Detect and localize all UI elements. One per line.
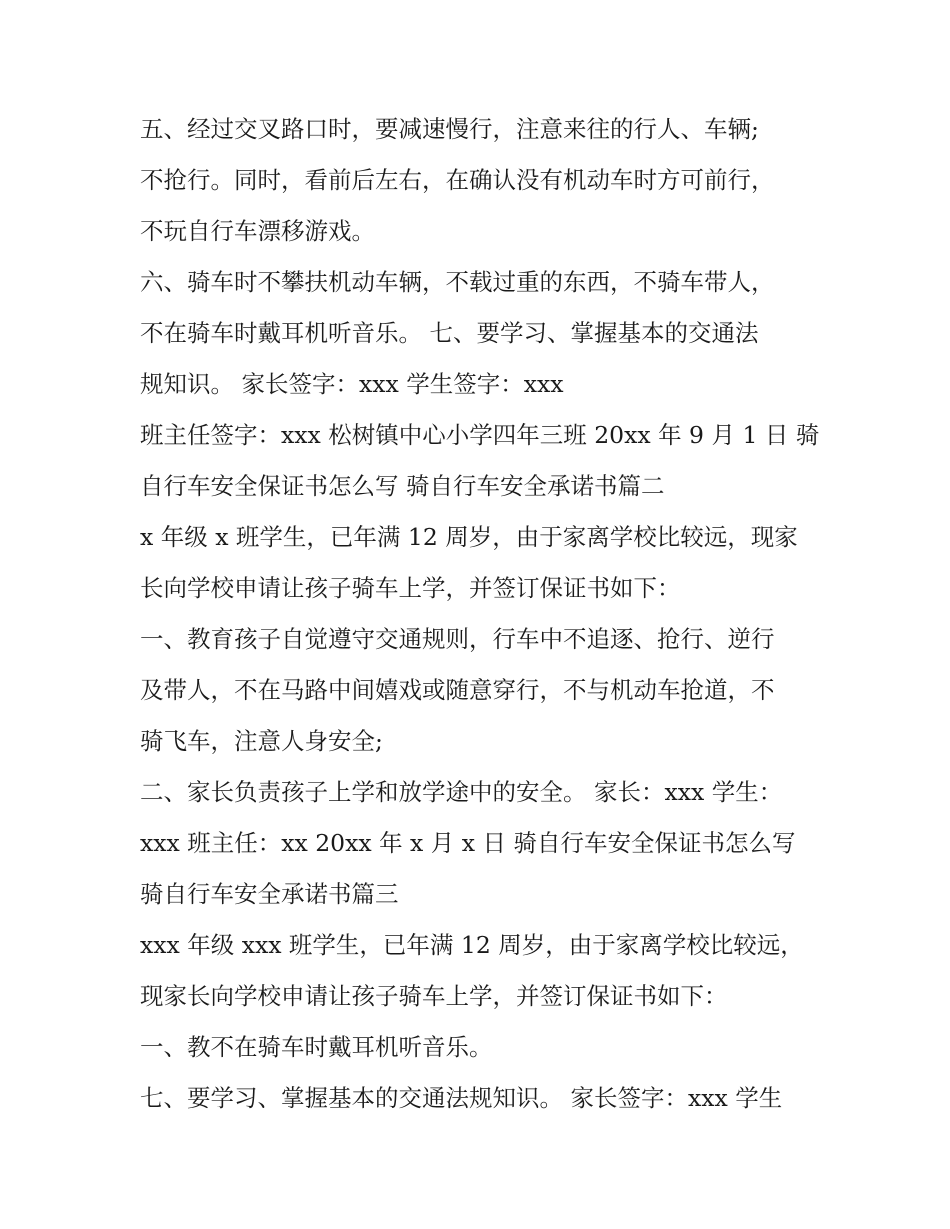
text-line: 五、经过交叉路口时，要减速慢行，注意来往的行人、车辆;: [140, 115, 759, 143]
text-line: x 年级 x 班学生，已年满 12 周岁，由于家离学校比较远，现家: [140, 523, 798, 551]
text-line: 不抢行。同时，看前后左右，在确认没有机动车时方可前行，: [140, 166, 775, 194]
text-line: 及带人，不在马路中间嬉戏或随意穿行，不与机动车抢道，不: [140, 676, 775, 704]
text-line: 骑飞车，注意人身安全;: [140, 727, 383, 755]
text-line: 一、教不在骑车时戴耳机听音乐。: [140, 1033, 493, 1061]
document-body: [140, 104, 840, 1124]
text-line: 规知识。 家长签字：xxx 学生签字：xxx: [140, 370, 564, 398]
text-line: 不玩自行车漂移游戏。: [140, 217, 375, 245]
text-line: 长向学校申请让孩子骑车上学，并签订保证书如下：: [140, 574, 681, 602]
text-line: 自行车安全保证书怎么写 骑自行车安全承诺书篇二: [140, 472, 665, 500]
text-line: 二、家长负责孩子上学和放学途中的安全。 家长：xxx 学生：: [140, 778, 783, 806]
text-line: 骑自行车安全承诺书篇三: [140, 880, 399, 908]
text-line: xxx 年级 xxx 班学生，已年满 12 周岁，由于家离学校比较远，: [140, 931, 804, 959]
text-line: 现家长向学校申请让孩子骑车上学，并签订保证书如下：: [140, 982, 728, 1010]
text-line: 不在骑车时戴耳机听音乐。 七、要学习、掌握基本的交通法: [140, 319, 759, 347]
text-line: 一、教育孩子自觉遵守交通规则，行车中不追逐、抢行、逆行: [140, 625, 775, 653]
text-line: xxx 班主任：xx 20xx 年 x 月 x 日 骑自行车安全保证书怎么写: [140, 829, 796, 857]
text-line: 班主任签字：xxx 松树镇中心小学四年三班 20xx 年 9 月 1 日 骑: [140, 421, 820, 449]
text-line: 七、要学习、掌握基本的交通法规知识。 家长签字：xxx 学生: [140, 1084, 783, 1112]
text-line: 六、骑车时不攀扶机动车辆，不载过重的东西，不骑车带人，: [140, 268, 775, 296]
